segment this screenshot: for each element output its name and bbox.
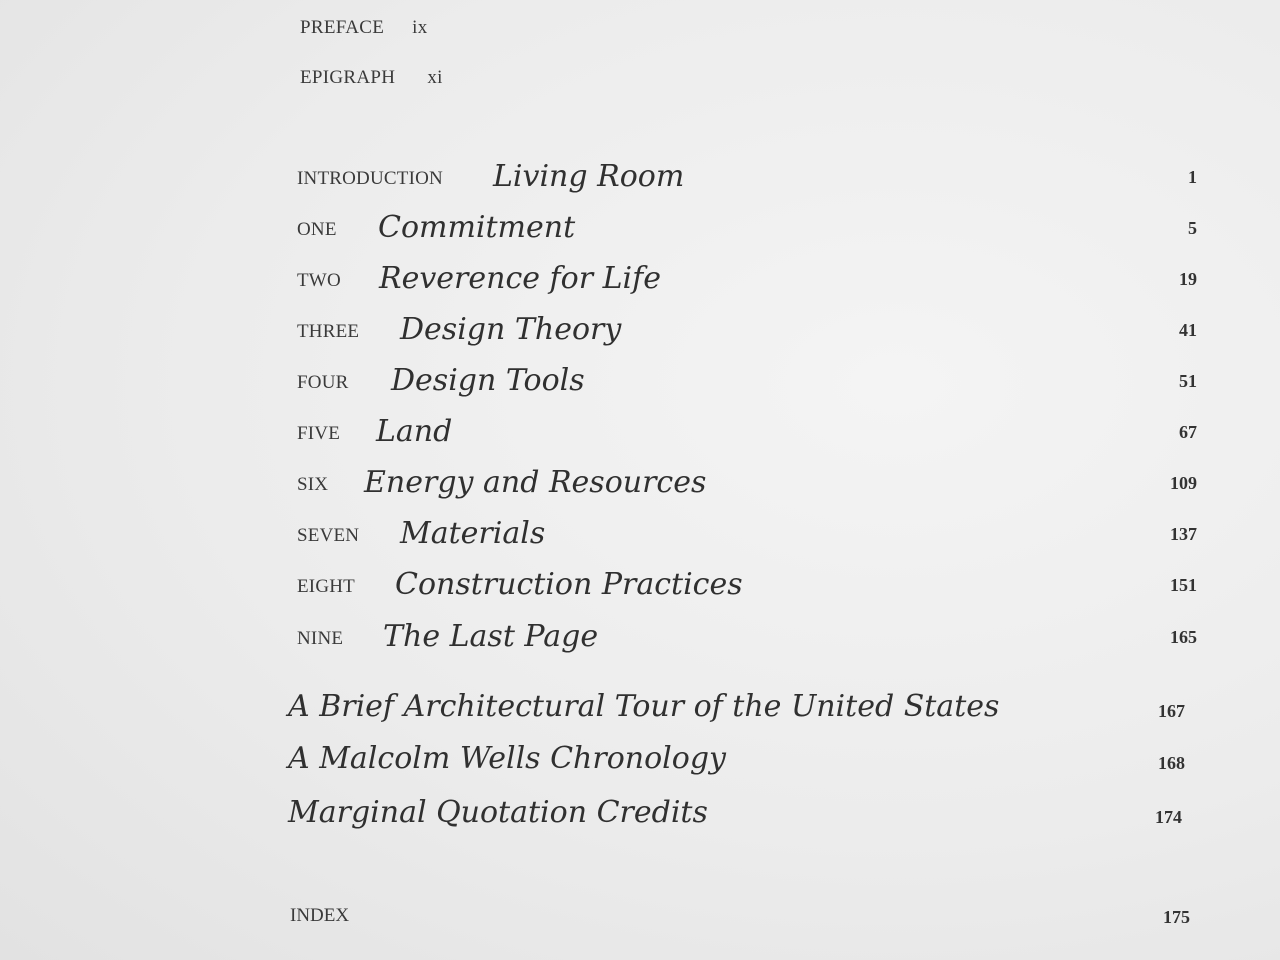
toc-entry-index	[290, 905, 1190, 935]
toc-chapter-three	[297, 303, 1197, 353]
chapter-title: Design Tools	[391, 363, 585, 398]
chapter-title: Energy and Resources	[364, 465, 707, 500]
chapter-page: 41	[1179, 320, 1197, 340]
chapter-number: INTRODUCTION	[297, 168, 443, 189]
chapter-title: Commitment	[378, 210, 576, 245]
toc-backmatter-quotation-credits	[288, 786, 1198, 836]
chapter-title: Reverence for Life	[379, 261, 661, 296]
chapter-page: 5	[1188, 218, 1197, 238]
toc-backmatter-chronology	[288, 732, 1198, 782]
toc-entry-label: PREFACE	[300, 17, 385, 38]
toc-entry-label: EPIGRAPH	[300, 67, 396, 88]
chapter-number: TWO	[297, 270, 341, 291]
toc-chapter-six	[297, 456, 1197, 506]
toc-entry-epigraph	[300, 67, 443, 89]
chapter-number: SIX	[297, 474, 329, 495]
chapter-number: SEVEN	[297, 525, 360, 546]
toc-chapter-introduction	[297, 150, 1197, 200]
toc-backmatter-architectural-tour	[288, 680, 1198, 730]
chapter-number: ONE	[297, 219, 337, 240]
chapter-number: NINE	[297, 628, 344, 649]
chapter-page: 165	[1170, 627, 1197, 647]
chapter-number: FOUR	[297, 372, 349, 393]
chapter-page: 51	[1179, 371, 1197, 391]
toc-chapter-four	[297, 354, 1197, 404]
backmatter-page: 168	[1158, 753, 1185, 773]
chapter-page: 137	[1170, 524, 1197, 544]
chapter-title: Construction Practices	[395, 567, 743, 602]
index-label: INDEX	[290, 905, 350, 926]
index-page: 175	[1163, 907, 1190, 927]
toc-chapter-nine	[297, 610, 1197, 660]
toc-chapter-one	[297, 201, 1197, 251]
chapter-title: The Last Page	[383, 619, 599, 654]
chapter-page: 1	[1188, 167, 1197, 187]
chapter-page: 19	[1179, 269, 1197, 289]
chapter-number: FIVE	[297, 423, 341, 444]
chapter-number: THREE	[297, 321, 360, 342]
chapter-title: Design Theory	[400, 312, 622, 347]
chapter-page: 67	[1179, 422, 1197, 442]
chapter-number: EIGHT	[297, 576, 355, 597]
backmatter-title: Marginal Quotation Credits	[288, 795, 708, 830]
chapter-title: Materials	[400, 516, 546, 551]
backmatter-title: A Brief Architectural Tour of the United States	[288, 689, 1000, 724]
chapter-title: Land	[376, 414, 453, 449]
toc-chapter-seven	[297, 507, 1197, 557]
toc-chapter-five	[297, 405, 1197, 455]
chapter-page: 151	[1170, 575, 1197, 595]
chapter-title: Living Room	[493, 159, 685, 194]
toc-entry-preface	[300, 17, 428, 39]
chapter-page: 109	[1170, 473, 1197, 493]
toc-entry-page: ix	[412, 17, 428, 38]
backmatter-title: A Malcolm Wells Chronology	[288, 741, 726, 776]
backmatter-page: 167	[1158, 701, 1185, 721]
backmatter-page: 174	[1155, 807, 1182, 827]
toc-chapter-two	[297, 252, 1197, 302]
toc-entry-page: xi	[427, 67, 443, 88]
toc-chapter-eight	[297, 558, 1197, 608]
